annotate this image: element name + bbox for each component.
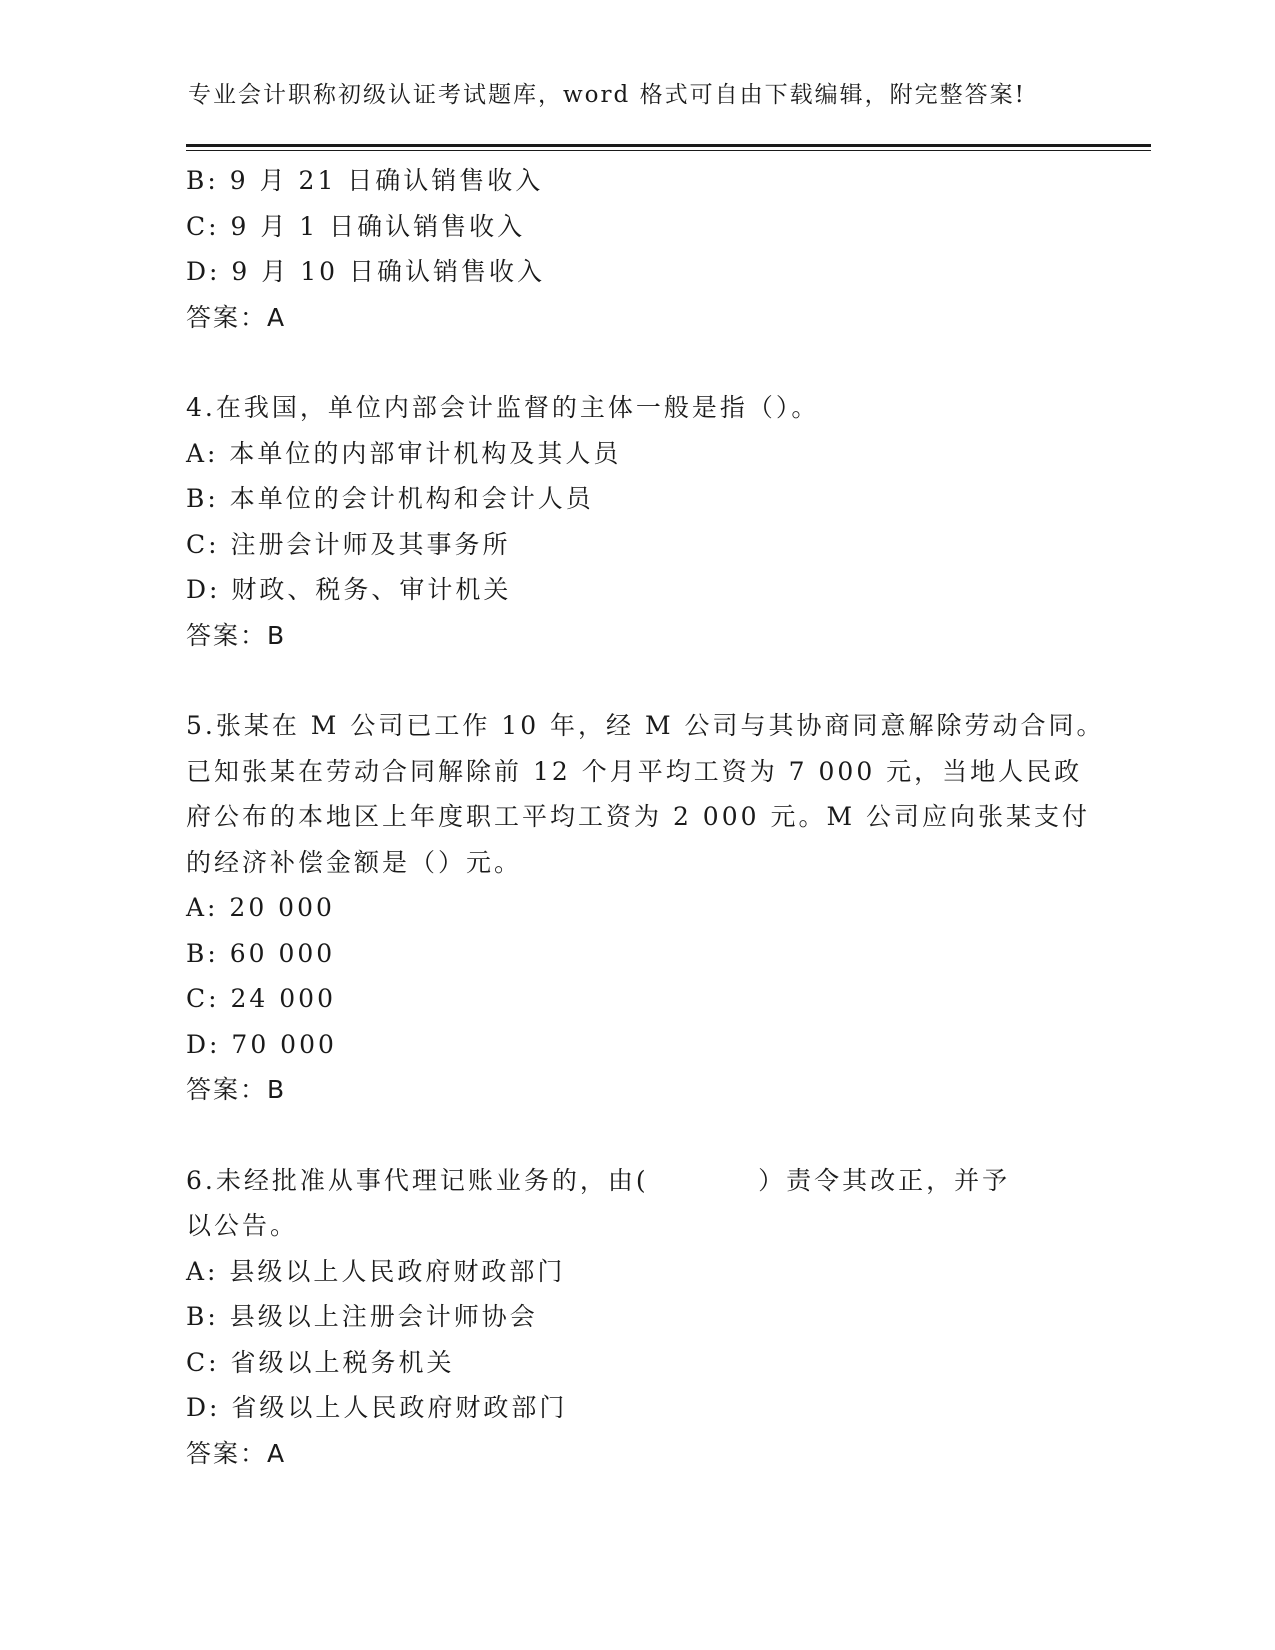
option-c: C: 省级以上税务机关: [186, 1347, 455, 1377]
question-stem-line: 府公布的本地区上年度职工平均工资为 2 000 元。M 公司应向张某支付: [186, 802, 1091, 831]
option-c: C: 24 000: [186, 984, 336, 1013]
question-5: [186, 703, 1105, 1113]
option-b: B: 县级以上注册会计师协会: [186, 1302, 538, 1331]
header-rule-thick: [186, 144, 1151, 147]
option-b: B: 60 000: [186, 938, 336, 968]
spacer: [186, 340, 1086, 385]
question-stem-line: 6.未经批准从事代理记账业务的，由( ）责令其改正，并予: [186, 1165, 1011, 1195]
question-stem-line: 以公告。: [186, 1211, 299, 1240]
option-d: D: 70 000: [186, 1029, 337, 1059]
option-d: D: 财政、税务、审计机关: [186, 575, 512, 604]
option-d: D: 省级以上人民政府财政部门: [186, 1393, 568, 1422]
question-list: [186, 158, 1105, 1476]
option-a: A: 县级以上人民政府财政部门: [186, 1256, 566, 1286]
answer: 答案：B: [186, 1075, 287, 1104]
option-c: C: 9 月 1 日确认销售收入: [186, 211, 526, 241]
page-header: 专业会计职称初级认证考试题库，word 格式可自由下载编辑，附完整答案!: [188, 82, 1026, 108]
spacer: [186, 658, 1086, 703]
answer: 答案：A: [186, 302, 287, 332]
question-3-tail: [186, 158, 1086, 340]
answer: 答案：B: [186, 620, 287, 650]
option-d: D: 9 月 10 日确认销售收入: [186, 257, 545, 286]
spacer: [186, 1113, 1086, 1158]
option-c: C: 注册会计师及其事务所: [186, 529, 511, 559]
question-stem-line: 5.张某在 M 公司已工作 10 年，经 M 公司与其协商同意解除劳动合同。: [186, 711, 1105, 740]
question-4: [186, 385, 1086, 658]
question-stem: 4.在我国，单位内部会计监督的主体一般是指（）。: [186, 393, 820, 422]
question-stem-line: 已知张某在劳动合同解除前 12 个月平均工资为 7 000 元，当地人民政: [186, 756, 1083, 786]
option-b: B: 9 月 21 日确认销售收入: [186, 166, 544, 195]
option-b: B: 本单位的会计机构和会计人员: [186, 484, 594, 513]
answer: 答案：A: [186, 1438, 287, 1468]
header-rule-thin: [186, 150, 1151, 151]
question-6: [186, 1158, 1086, 1477]
option-a: A: 20 000: [186, 893, 335, 922]
option-a: A: 本单位的内部审计机构及其人员: [186, 438, 622, 468]
question-stem-line: 的经济补偿金额是（）元。: [186, 847, 523, 877]
